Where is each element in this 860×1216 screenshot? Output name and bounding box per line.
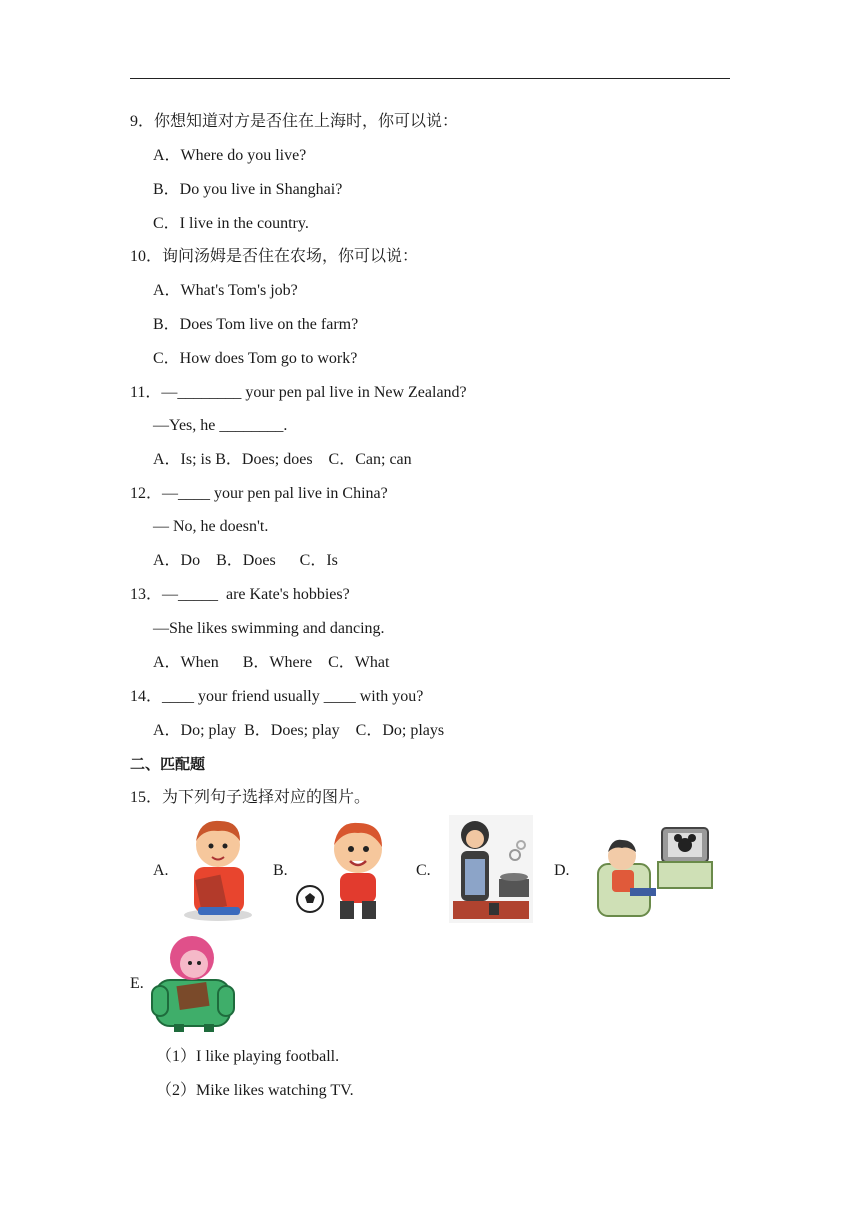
picture-c-letter: C.	[416, 862, 431, 879]
boy-playing-football-icon	[296, 815, 396, 923]
question-10-option-a: A．What's Tom's job?	[153, 282, 298, 299]
boy-reading-book-icon	[180, 815, 256, 923]
question-11-answer: —Yes, he ________.	[153, 417, 288, 434]
question-11-stem: 11．—________ your pen pal live in New Zealand?	[130, 384, 467, 401]
header-rule	[130, 78, 730, 79]
question-13-options: A．When B．Where C．What	[153, 654, 390, 671]
question-12-stem: 12．—____ your pen pal live in China?	[130, 485, 388, 502]
question-10-option-b: B．Does Tom live on the farm?	[153, 316, 359, 333]
picture-e-letter: E.	[130, 975, 144, 992]
picture-d-letter: D.	[554, 862, 570, 879]
question-12-options: A．Do B．Does C．Is	[153, 552, 338, 569]
question-15-stem: 15．为下列句子选择对应的图片。	[130, 789, 371, 806]
question-13-answer: —She likes swimming and dancing.	[153, 620, 385, 637]
section-title: 二、匹配题	[130, 755, 206, 773]
girl-reading-in-armchair-icon	[150, 930, 236, 1034]
question-15-sentence-1: （1）I like playing football.	[156, 1048, 340, 1065]
question-10-option-c: C．How does Tom go to work?	[153, 350, 358, 367]
question-9-option-c: C．I live in the country.	[153, 215, 309, 232]
question-9-stem: 9．你想知道对方是否住在上海时，你可以说：	[130, 113, 459, 130]
question-15-sentence-2: （2）Mike likes watching TV.	[156, 1082, 354, 1099]
boy-watching-tv-icon	[592, 818, 716, 922]
question-14-options: A．Do; play B．Does; play C．Do; plays	[153, 722, 445, 739]
question-14-stem: 14．____ your friend usually ____ with you?	[130, 688, 424, 705]
picture-a-letter: A.	[153, 862, 169, 879]
question-10-stem: 10．询问汤姆是否住在农场，你可以说：	[130, 248, 419, 265]
question-12-answer: — No, he doesn't.	[153, 518, 269, 535]
question-9-option-b: B．Do you live in Shanghai?	[153, 181, 343, 198]
woman-cooking-icon	[449, 815, 533, 923]
question-11-options: A．Is; is B．Does; does C．Can; can	[153, 451, 412, 468]
question-9-option-a: A．Where do you live?	[153, 147, 307, 164]
question-13-stem: 13．—_____ are Kate's hobbies?	[130, 586, 350, 603]
picture-b-letter: B.	[273, 862, 288, 879]
